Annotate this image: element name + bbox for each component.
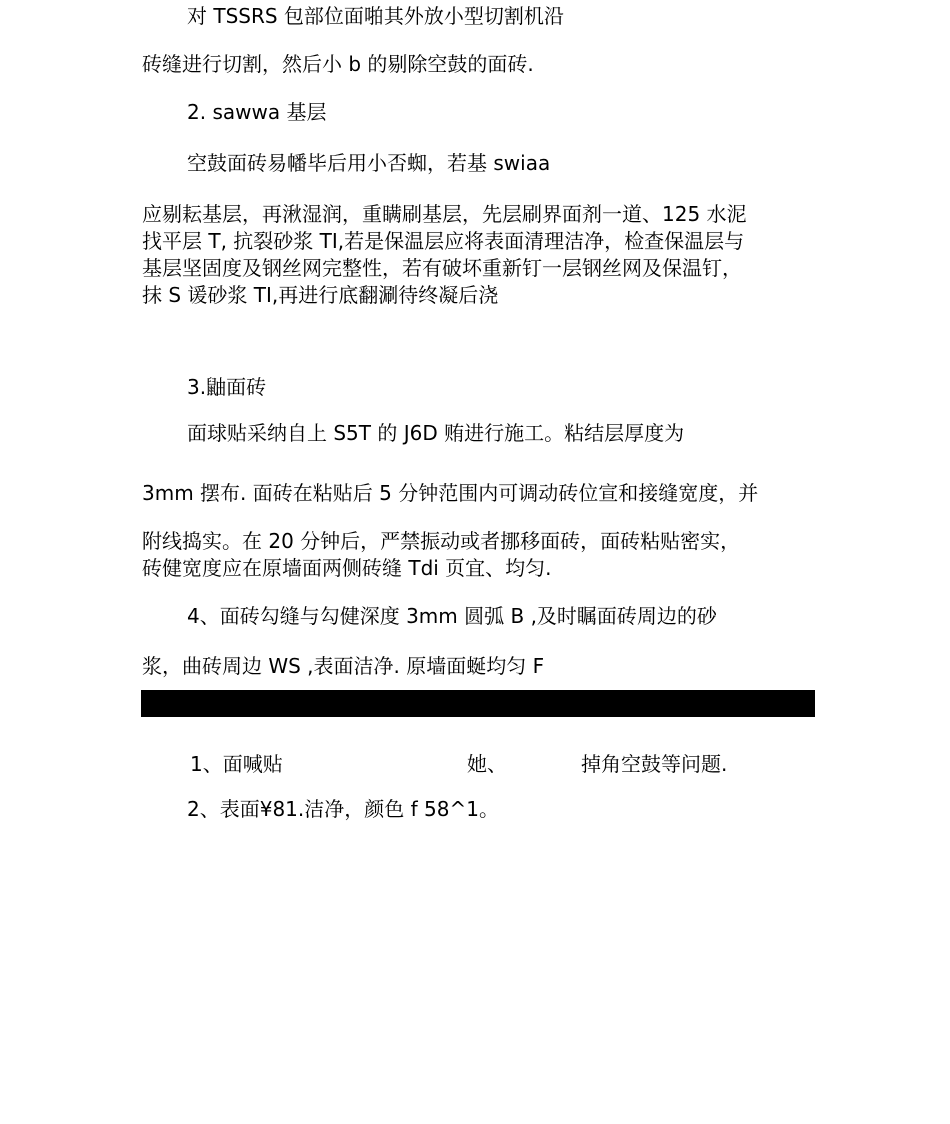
paragraph-row: 抹 S 谖砂浆 TI,再进行底翻涮待终凝后浇 <box>142 283 499 307</box>
redaction-bar <box>141 690 815 717</box>
text-line-5: 3mm 摆布. 面砖在粘贴后 5 分钟范围内可调动砖位宣和接缝宽度，并 <box>142 481 759 505</box>
paragraph-row: 砖健宽度应在原墙面两侧砖缝 Tdi 页宜、均匀. <box>142 556 552 580</box>
text-line-3: 空鼓面砖易幡毕后用小否蜘，若基 swiaa <box>187 151 551 175</box>
list-item-1-part-b: 她、 <box>467 752 507 776</box>
paragraph-row: 附线捣实。在 20 分钟后，严禁振动或者挪移面砖，面砖粘贴密实， <box>142 529 741 553</box>
section-heading-2: 2. sawwa 基层 <box>187 100 327 124</box>
text-line-2: 砖缝进行切割，然后小 b 的剔除空鼓的面砖. <box>142 52 534 76</box>
paragraph-tile-fixing <box>142 528 820 582</box>
paragraph-row: 应剔耘基层，再湫湿润，重瞒刷基层，先层刷界面剂一道、125 水泥 <box>142 202 747 226</box>
list-item-2: 2、表面¥81.洁净，颜色 f 58^1。 <box>187 797 499 821</box>
list-item-1-part-a: 1、面喊贴 <box>190 752 283 776</box>
paragraph-row: 找平层 T, 抗裂砂浆 TI,若是保温层应将表面清理洁净，检查保温层与 <box>142 229 745 253</box>
paragraph-row: 基层坚固度及钢丝网完整性，若有破坏重新钉一层钢丝网及保温钉， <box>142 256 742 280</box>
section-heading-3: 3.鼬面砖 <box>187 375 267 399</box>
text-line-7: 浆，曲砖周边 WS ,表面洁净. 原墙面蜒均匀 F <box>142 654 545 678</box>
paragraph-base-layer <box>142 201 820 309</box>
list-item-1-part-c: 掉角空鼓等问题. <box>581 752 728 776</box>
text-line-6: 4、面砖勾缝与勾健深度 3mm 圆弧 B ,及时瞩面砖周边的砂 <box>187 604 717 628</box>
text-line-1: 对 TSSRS 包部位面啪其外放小型切割机沿 <box>187 4 564 28</box>
text-line-4: 面球贴采纳自上 S5T 的 J6D 贿进行施工。粘结层厚度为 <box>187 421 685 445</box>
